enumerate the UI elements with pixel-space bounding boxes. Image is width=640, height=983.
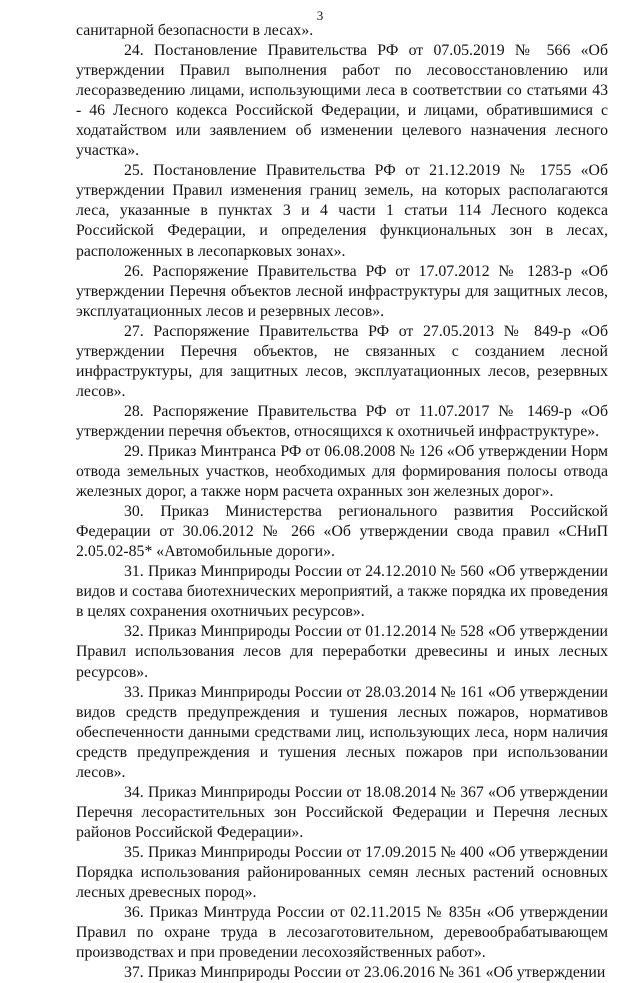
list-item-35: 35. Приказ Минприроды России от 17.09.2015 № 400 «Об утверждении Порядка использования районированных семян лесных растений основных лесных древесных пород». <box>76 843 608 902</box>
list-item-28: 28. Распоряжение Правительства РФ от 11.07.2017 № 1469-р «Об утверждении перечня объектов, относящихся к охотничьей инфраструктуре». <box>76 402 608 440</box>
list-item-34: 34. Приказ Минприроды России от 18.08.2014 № 367 «Об утверждении Перечня лесорастительных зон Российской Федерации и Перечня лесных районов Российской Федерации». <box>76 783 608 841</box>
continuation-text: санитарной безопасности в лесах». <box>76 22 314 39</box>
list-item-25: 25. Постановление Правительства РФ от 21.12.2019 № 1755 «Об утверждении Правил изменения границ земель, на которых располагаются леса, указанные в пунктах 3 и 4 части 1 статьи 114 Лесного кодекса Российской Федерации, и определения функциональных зон в лесах, расположенных в лесопарковых зонах». <box>76 162 608 260</box>
list-item-36: 36. Приказ Минтруда России от 02.11.2015 № 835н «Об утверждении Правил по охране труда в лесозаготовительном, деревообрабатывающем производствах и при проведении лесохозяйственных работ». <box>76 904 608 962</box>
document-body <box>76 21 608 983</box>
list-item-29: 29. Приказ Минтранса РФ от 06.08.2008 № 126 «Об утверждении Норм отвода земельных участков, необходимых для формирования полосы отвода железных дорог, а также норм расчета охранных зон железных дорог». <box>76 442 608 501</box>
page-number: 3 <box>316 8 324 23</box>
list-item-31: 31. Приказ Минприроды России от 24.12.2010 № 560 «Об утверждении видов и состава биотехнических мероприятий, а также порядка их проведения в целях сохранения охотничьих ресурсов». <box>76 563 608 621</box>
list-item-24: 24. Постановление Правительства РФ от 07.05.2019 № 566 «Об утверждении Правил выполнения работ по лесовосстановлению или лесоразведению лицами, использующими леса в соответствии со статьями 43 - 46 Лесного кодекса Российской Федерации, и лицами, обратившимися с ходатайством или заявлением об изменении целевого назначения лесного участка». <box>76 42 608 160</box>
list-item-33: 33. Приказ Минприроды России от 28.03.2014 № 161 «Об утверждении видов средств предупреждения и тушения лесных пожаров, нормативов обеспеченности данными средствами лиц, использующих леса, норм наличия средств предупреждения и тушения лесных пожаров при использовании лесов». <box>76 683 608 781</box>
list-item-30: 30. Приказ Министерства регионального развития Российской Федерации от 30.06.2012 № 266 «Об утверждении свода правил «СНиП 2.05.02-85* «Автомобильные дороги». <box>76 503 608 561</box>
list-item-32: 32. Приказ Минприроды России от 01.12.2014 № 528 «Об утверждении Правил использования лесов для переработки древесины и иных лесных ресурсов». <box>76 623 608 681</box>
list-item-27: 27. Распоряжение Правительства РФ от 27.05.2013 № 849-р «Об утверждении Перечня объектов, не связанных с созданием лесной инфраструктуры, для защитных лесов, эксплуатационных лесов, резервных лесов». <box>76 322 608 400</box>
list-item-37: 37. Приказ Минприроды России от 23.06.2016 № 361 «Об утверждении <box>124 964 606 982</box>
list-item-26: 26. Распоряжение Правительства РФ от 17.07.2012 № 1283-р «Об утверждении Перечня объектов лесной инфраструктуры для защитных лесов, эксплуатационных лесов и резервных лесов». <box>76 262 608 320</box>
